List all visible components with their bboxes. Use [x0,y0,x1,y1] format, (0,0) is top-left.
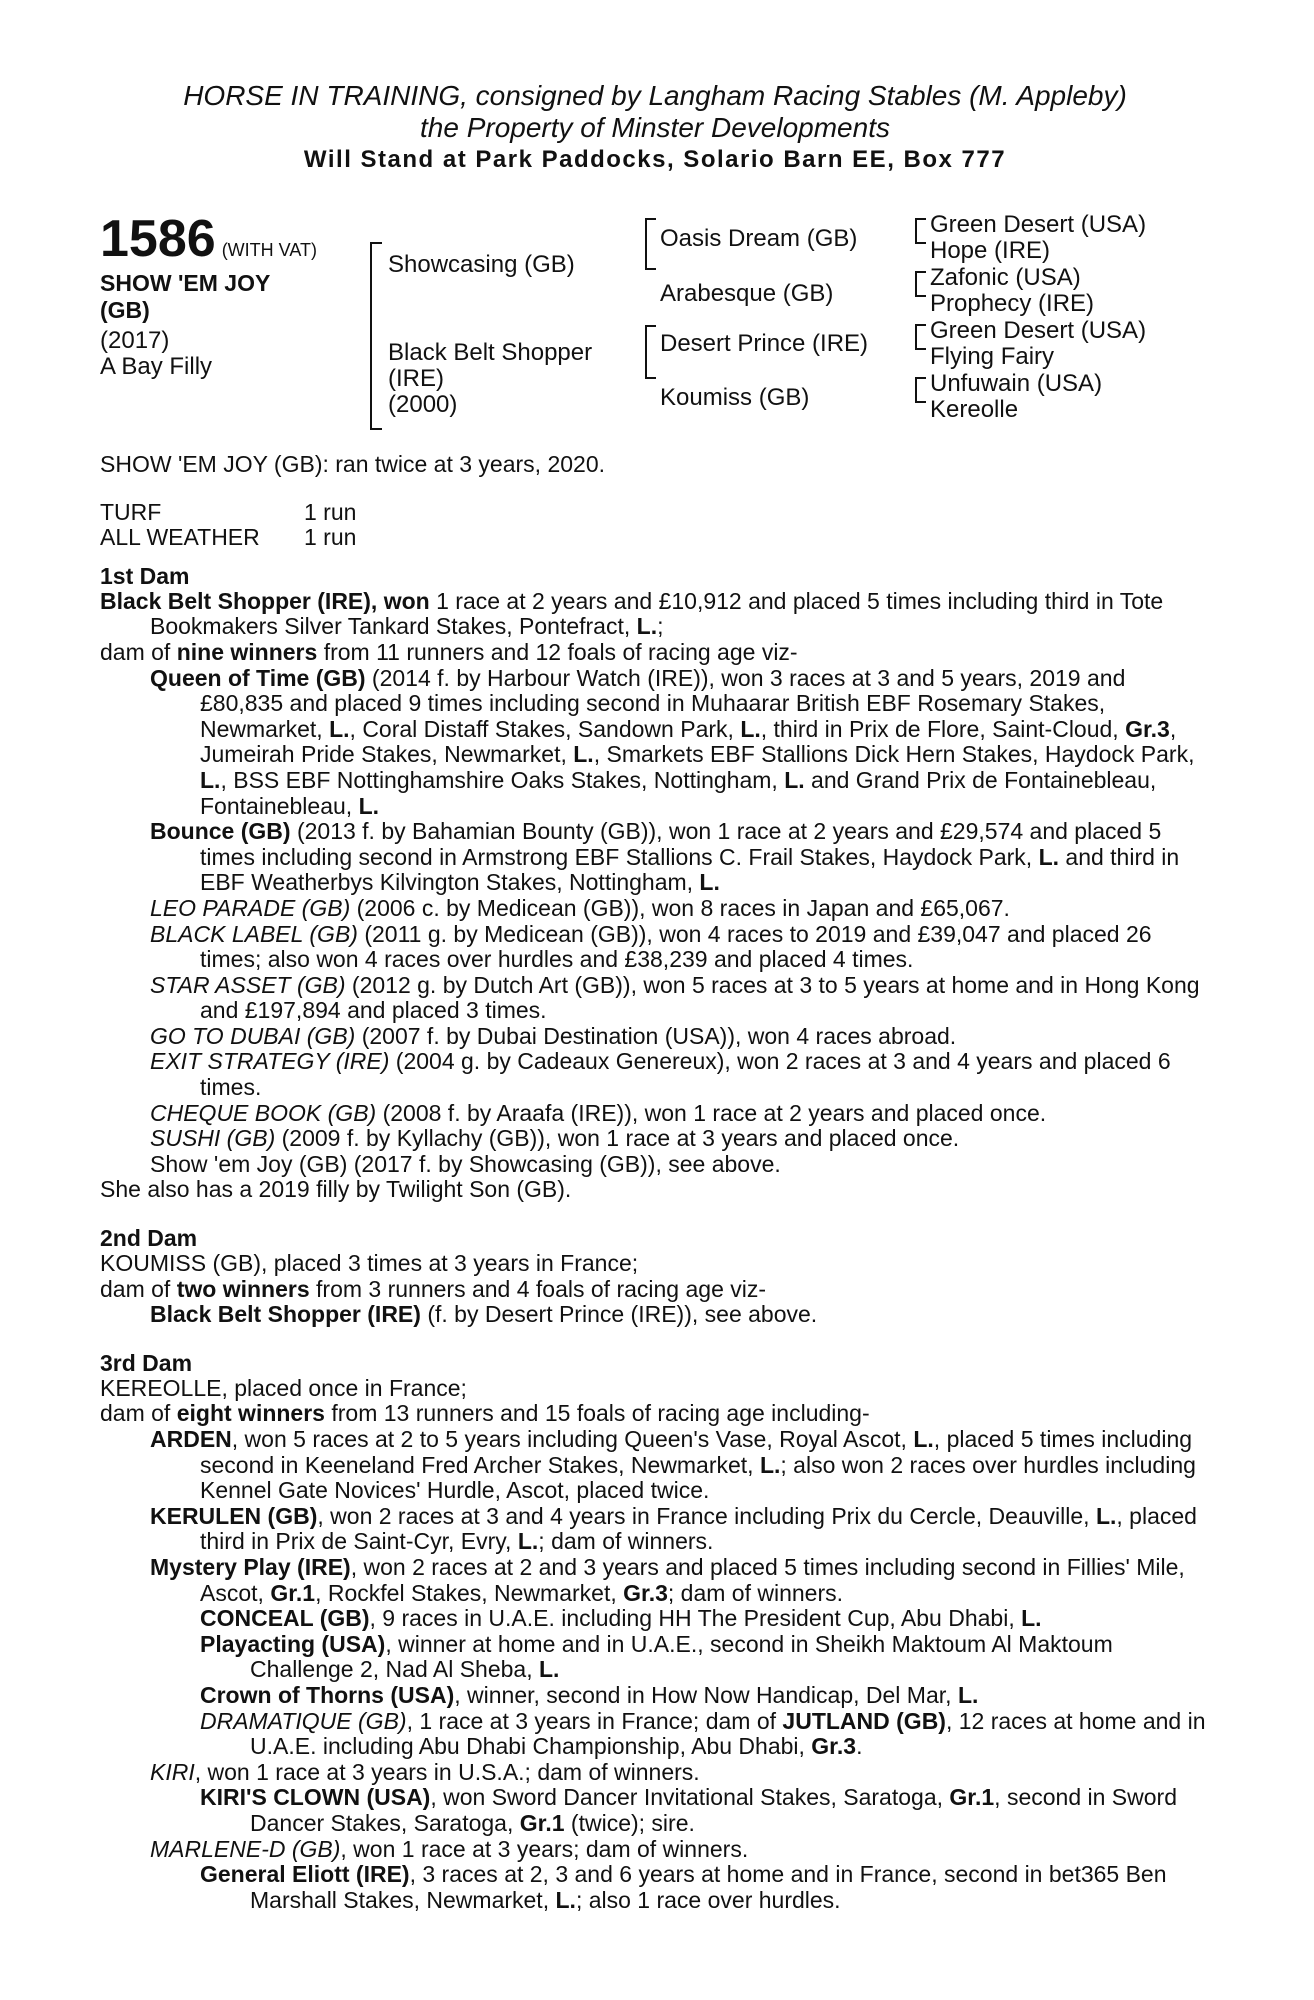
first-dam-section [100,563,1210,1203]
also-note: She also has a 2019 filly by Twilight Son (GB). [100,1176,572,1203]
ancestor-name: Prophecy (IRE) [930,290,1095,317]
ancestor-name: Green Desert (USA) [930,211,1147,238]
section-heading: 2nd Dam [100,1225,198,1252]
produce-entry: CONCEAL (GB), 9 races in U.A.E. including HH The President Cup, Abu Dhabi, L. [200,1605,1042,1632]
dam-of-line: dam of eight winners from 13 runners and 15 foals of racing age including- [100,1400,870,1427]
produce-entry: KERULEN (GB), won 2 races at 3 and 4 years in France including Prix du Cercle, Deauville, L., placed third in Prix de Saint-Cyr, Evry, L.; dam of winners. [150,1502,1197,1555]
race-summary [100,452,1210,551]
dam-entry: Black Belt Shopper (IRE), won 1 race at 2 years and £10,912 and placed 5 times including third in Tote Bookmakers Silver Tankard Stakes, Pontefract, L.; [100,587,1164,640]
lot-number: 1586 (WITH VAT) [100,210,317,268]
produce-entry: General Eliott (IRE), 3 races at 2, 3 and 6 years at home and in France, second in bet365 Ben Marshall Stakes, Newmarket, L.; also 1 race over hurdles. [200,1861,1167,1913]
dam-of-line: dam of two winners from 3 runners and 4 foals of racing age viz- [100,1275,767,1302]
sire-name: Showcasing (GB) [388,251,575,278]
ancestor-name: Green Desert (USA) [930,317,1147,344]
produce-entry: EXIT STRATEGY (IRE) (2004 g. by Cadeaux Genereux), won 2 races at 3 and 4 years and placed 6 times. [150,1048,1171,1101]
section-heading: 3rd Dam [100,1349,193,1376]
produce-entry: STAR ASSET (GB) (2012 g. by Dutch Art (GB)), won 5 races at 3 to 5 years at home and in Hong Kong and £197,894 and placed 3 times. [150,971,1200,1024]
pedigree-brace [915,218,926,244]
summary-line: SHOW 'EM JOY (GB): ran twice at 3 years, 2020. [100,451,606,477]
ancestor-name: Kereolle [930,396,1019,423]
pedigree-brace [645,325,656,379]
produce-entry: DRAMATIQUE (GB), 1 race at 3 years in France; dam of JUTLAND (GB), 12 races at home and in U.A.E. including Abu Dhabi Championship, Abu Dhabi, Gr.3. [200,1707,1206,1760]
turf-row: TURF 1 run [100,498,357,525]
produce-entry: SUSHI (GB) (2009 f. by Kyllachy (GB)), won 1 race at 3 years and placed once. [150,1125,960,1152]
produce-entry: ARDEN, won 5 races at 2 to 5 years including Queen's Vase, Royal Ascot, L., placed 5 times including second in Keeneland Fred Archer Stakes, Newmarket, L.; also won 2 races over hurdles including Kennel Gate Novices' Hurdle, Ascot, placed twice. [150,1426,1196,1504]
produce-entry: KIRI'S CLOWN (USA), won Sword Dancer Invitational Stakes, Saratoga, Gr.1, second in Sword Dancer Stakes, Saratoga, Gr.1 (twice); sire. [200,1784,1177,1836]
produce-entry: Crown of Thorns (USA), winner, second in How Now Handicap, Del Mar, L. [200,1681,979,1708]
sire-sire-name: Oasis Dream (GB) [660,225,858,252]
all-weather-row: ALL WEATHER 1 run [100,524,357,551]
dam-name: Black Belt Shopper (IRE) (2000) [388,339,593,418]
horse-year: (2017) [100,327,170,354]
produce-entry: KIRI, won 1 race at 3 years in U.S.A.; dam of winners. [150,1758,700,1785]
consignor-line: HORSE IN TRAINING, consigned by Langham Racing Stables (M. Appleby) [183,80,1127,111]
second-dam-section [100,1225,1210,1328]
dam-dam-name: Koumiss (GB) [660,384,810,411]
pedigree-brace [370,242,382,430]
ancestor-name: Unfuwain (USA) [930,370,1103,397]
third-dam-section [100,1350,1210,1913]
catalogue-page [100,80,1210,1913]
produce-entry: BLACK LABEL (GB) (2011 g. by Medicean (GB)), won 4 races to 2019 and £39,047 and placed 26 times; also won 4 races over hurdles and £38,239 and placed 4 times. [150,920,1152,973]
produce-entry: LEO PARADE (GB) (2006 c. by Medicean (GB)), won 8 races in Japan and £65,067. [150,894,1010,921]
produce-entry: Black Belt Shopper (IRE) (f. by Desert Prince (IRE)), see above. [150,1301,818,1328]
dam-entry: KEREOLLE, placed once in France; [100,1374,467,1401]
dam-entry: KOUMISS (GB), placed 3 times at 3 years in France; [100,1250,639,1277]
produce-entry: CHEQUE BOOK (GB) (2008 f. by Araafa (IRE)), won 1 race at 2 years and placed once. [150,1099,1047,1126]
produce-entry: MARLENE-D (GB), won 1 race at 3 years; dam of winners. [150,1835,749,1862]
location-line: Will Stand at Park Paddocks, Solario Barn EE, Box 777 [303,146,1007,173]
produce-entry: Bounce (GB) (2013 f. by Bahamian Bounty (GB)), won 1 race at 2 years and £29,574 and placed 5 times including second in Armstrong EBF Stallions C. Frail Stakes, Haydock Park, L. and third in EBF Weatherbys Kilvington Stakes, Nottingham, L. [150,818,1180,896]
section-heading: 1st Dam [100,562,190,589]
produce-entry: Mystery Play (IRE), won 2 races at 2 and 3 years and placed 5 times including second in Fillies' Mile, Ascot, Gr.1, Rockfel Stakes, Newmarket, Gr.3; dam of winners. [150,1553,1185,1606]
property-line: the Property of Minster Developments [420,112,890,143]
pedigree-brace [915,324,926,350]
sire-dam-name: Arabesque (GB) [660,280,834,307]
pedigree-brace [915,377,926,403]
ancestor-name: Hope (IRE) [930,237,1051,264]
horse-name: SHOW 'EM JOY (GB) [100,270,271,323]
dam-of-line: dam of nine winners from 11 runners and 12 foals of racing age viz- [100,638,798,665]
produce-entry: Playacting (USA), winner at home and in U.A.E., second in Sheikh Maktoum Al Maktoum Challenge 2, Nad Al Sheba, L. [200,1630,1113,1683]
produce-entry: GO TO DUBAI (GB) (2007 f. by Dubai Destination (USA)), won 4 races abroad. [150,1022,957,1049]
pedigree-brace [645,218,656,270]
dam-sire-name: Desert Prince (IRE) [660,330,869,357]
produce-entry: Show 'em Joy (GB) (2017 f. by Showcasing (GB)), see above. [150,1150,781,1177]
horse-description: A Bay Filly [100,353,213,380]
vat-note: (WITH VAT) [221,240,317,260]
ancestor-name: Flying Fairy [930,343,1055,370]
pedigree-block [100,212,1210,452]
produce-entry: Queen of Time (GB) (2014 f. by Harbour Watch (IRE)), won 3 races at 3 and 5 years, 2019 and £80,835 and placed 9 times including second in Muhaarar British EBF Rosemary Stakes, Newmarket, L., Coral Distaff Stakes, Sandown Park, L., third in Prix de Flore, Saint-Cloud, Gr.3, Jumeirah Pride Stakes, Newmarket, L., Smarkets EBF Stallions Dick Hern Stakes, Haydock Park, L., BSS EBF Nottinghamshire Oaks Stakes, Nottingham, L. and Grand Prix de Fontainebleau, Fontainebleau, L. [150,664,1195,819]
pedigree-brace [915,271,926,297]
ancestor-name: Zafonic (USA) [930,264,1081,291]
